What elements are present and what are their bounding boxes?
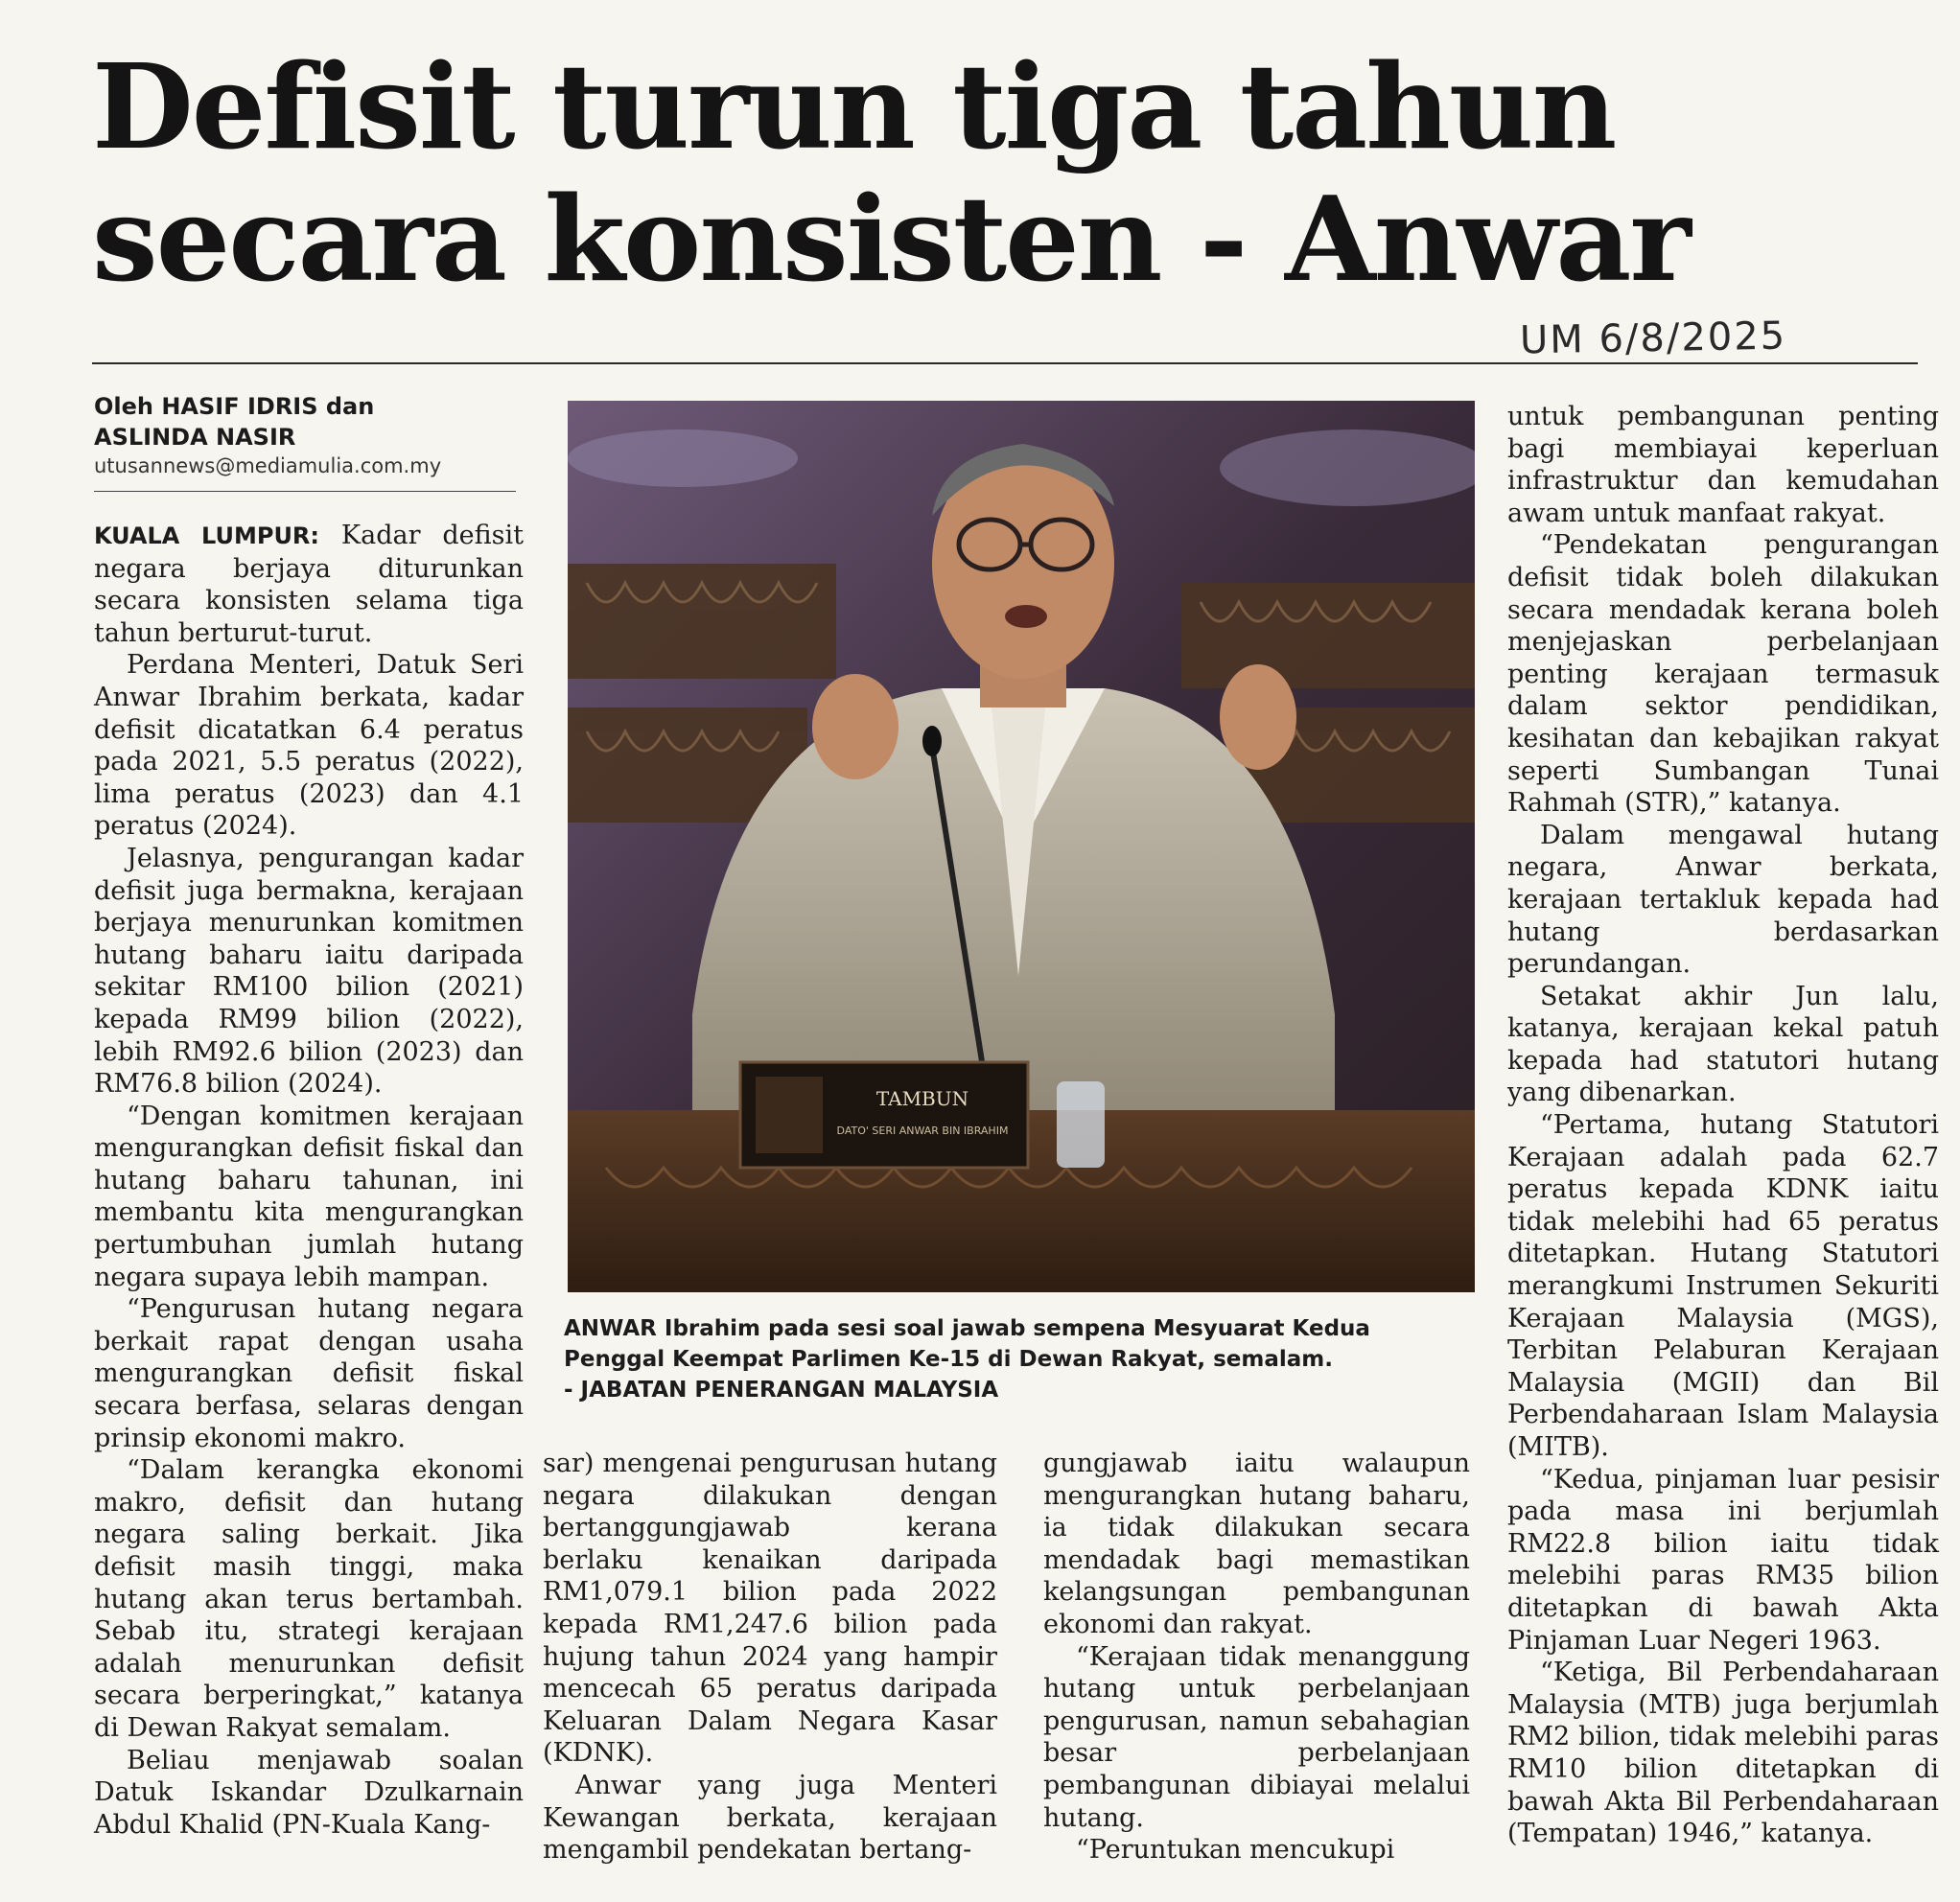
headline: [92, 37, 1690, 308]
article-column-3: [1043, 1448, 1470, 1867]
paragraph: Anwar yang juga Menteri Kewangan berkata, kerajaan mengambil pendekatan bertang-: [543, 1770, 997, 1866]
nameplate-title: TAMBUN: [875, 1087, 969, 1110]
paragraph: “Pendekatan pengurangan defisit tidak boleh dilakukan secara mendadak kerana boleh menjejaskan perbelanjaan penting kerajaan termasuk dalam sektor pendidikan, kesihatan dan kebajikan rakyat seperti Sumbangan Tunai Rahmah (STR),” katanya.: [1507, 530, 1939, 819]
paragraph-5: “Pengurusan hutang negara berkait rapat dengan usaha mengurangkan defisit fiskal secara berfasa, selaras dengan prinsip ekonomi makro.: [94, 1294, 524, 1453]
paragraph-2: Perdana Menteri, Datuk Seri Anwar Ibrahim berkata, kadar defisit dicatatkan 6.4 peratus pada 2021, 5.5 peratus (2022), lima peratus (2023) dan 4.1 peratus (2024).: [94, 650, 524, 842]
paragraph-continued: untuk pembangunan penting bagi membiayai keperluan infrastruktur dan kemudahan awam untuk manfaat rakyat.: [1507, 402, 1939, 528]
article-column-2: [543, 1448, 997, 1867]
paragraph-3: Jelasnya, pengurangan kadar defisit juga bermakna, kerajaan berjaya menurunkan komitmen hutang baharu iaitu daripada sekitar RM100 bilion (2021) kepada RM99 bilion (2022), lebih RM92.6 bilion (2023) dan RM76.8 bilion (2024).: [94, 843, 524, 1100]
news-photo: [568, 401, 1475, 1292]
nameplate-subtitle: DATO' SERI ANWAR BIN IBRAHIM: [836, 1125, 1009, 1137]
paragraph: Setakat akhir Jun lalu, katanya, kerajaan kekal patuh kepada had statutori hutang yang dibenarkan.: [1507, 981, 1939, 1108]
headline-line-1: Defisit turun tiga tahun: [92, 37, 1616, 175]
paragraph-continued: sar) mengenai pengurusan hutang negara dilakukan dengan bertanggungjawab kerana berlaku kenaikan daripada RM1,079.1 bilion pada 2022 kepada RM1,247.6 bilion pada hujung tahun 2024 yang hampir mencecah 65 peratus daripada Keluaran Dalam Negara Kasar (KDNK).: [543, 1449, 997, 1769]
photo-illustration: [568, 401, 1475, 1292]
dateline: KUALA LUMPUR:: [94, 522, 320, 549]
article-column-4: [1507, 401, 1939, 1850]
byline-email: utusannews@mediamulia.com.my: [94, 454, 442, 477]
byline-author-2: ASLINDA NASIR: [94, 424, 296, 451]
paragraph-1: KUALA LUMPUR: Kadar defisit negara berjaya diturunkan secara konsisten selama tiga tahun berturut-turut.: [94, 521, 524, 648]
paragraph: “Kedua, pinjaman luar pesisir pada masa ini berjumlah RM22.8 bilion iaitu tidak melebihi paras RM35 bilion ditetapkan di bawah Akta Pinjaman Luar Negeri 1963.: [1507, 1464, 1939, 1656]
headline-line-2: secara konsisten - Anwar: [92, 170, 1690, 308]
paragraph-continued: gungjawab iaitu walaupun mengurangkan hutang baharu, ia tidak dilakukan secara mendadak bagi memastikan kelangsungan pembangunan ekonomi dan rakyat.: [1043, 1449, 1470, 1639]
caption-line-2: Penggal Keempat Parlimen Ke-15 di Dewan Rakyat, semalam.: [564, 1347, 1333, 1372]
paragraph: “Kerajaan tidak menanggung hutang untuk perbelanjaan pengurusan, namun sebahagian besar perbelanjaan pembangunan dibiayai melalui hutang.: [1043, 1641, 1470, 1833]
paragraph-6: “Dalam kerangka ekonomi makro, defisit dan hutang negara saling berkait. Jika defisit masih tinggi, maka hutang akan terus bertambah. Sebab itu, strategi kerajaan adalah menurunkan defisit secara berperingkat,” katanya di Dewan Rakyat semalam.: [94, 1455, 524, 1743]
caption-credit: - JABATAN PENERANGAN MALAYSIA: [564, 1378, 999, 1403]
paragraph: “Pertama, hutang Statutori Kerajaan adalah pada 62.7 peratus kepada KDNK iaitu tidak melebihi had 65 peratus ditetapkan. Hutang Statutori merangkumi Instrumen Sekuriti Kerajaan Malaysia (MGS), Terbitan Pelaburan Kerajaan Malaysia (MGII) dan Bil Perbendaharaan Islam Malaysia (MITB).: [1507, 1110, 1939, 1462]
paragraph: “Ketiga, Bil Perbendaharaan Malaysia (MTB) juga berjumlah RM2 bilion, tidak melebihi paras RM10 bilion ditetapkan di bawah Akta Bil Perbendaharaan (Tempatan) 1946,” katanya.: [1507, 1658, 1939, 1849]
headline-rule: [92, 362, 1918, 364]
paragraph: Dalam mengawal hutang negara, Anwar berkata, kerajaan tertakluk kepada had hutang berdasarkan perundangan.: [1507, 820, 1939, 980]
paragraph: “Peruntukan mencukupi: [1076, 1835, 1395, 1866]
byline-rule: [94, 491, 516, 492]
photo-caption: [564, 1313, 1427, 1405]
handwritten-date-note: UM 6/8/2025: [1519, 313, 1787, 363]
byline: [94, 391, 516, 479]
paragraph-4: “Dengan komitmen kerajaan mengurangkan defisit fiskal dan hutang baharu tahunan, ini membantu kita mengurangkan pertumbuhan jumlah hutang negara supaya lebih mampan.: [94, 1101, 524, 1292]
paragraph-7: Beliau menjawab soalan Datuk Iskandar Dzulkarnain Abdul Khalid (PN-Kuala Kang-: [94, 1745, 524, 1840]
article-column-1: [94, 520, 524, 1841]
caption-line-1: ANWAR Ibrahim pada sesi soal jawab sempena Mesyuarat Kedua: [564, 1316, 1370, 1341]
byline-author-1: Oleh HASIF IDRIS dan: [94, 393, 375, 420]
